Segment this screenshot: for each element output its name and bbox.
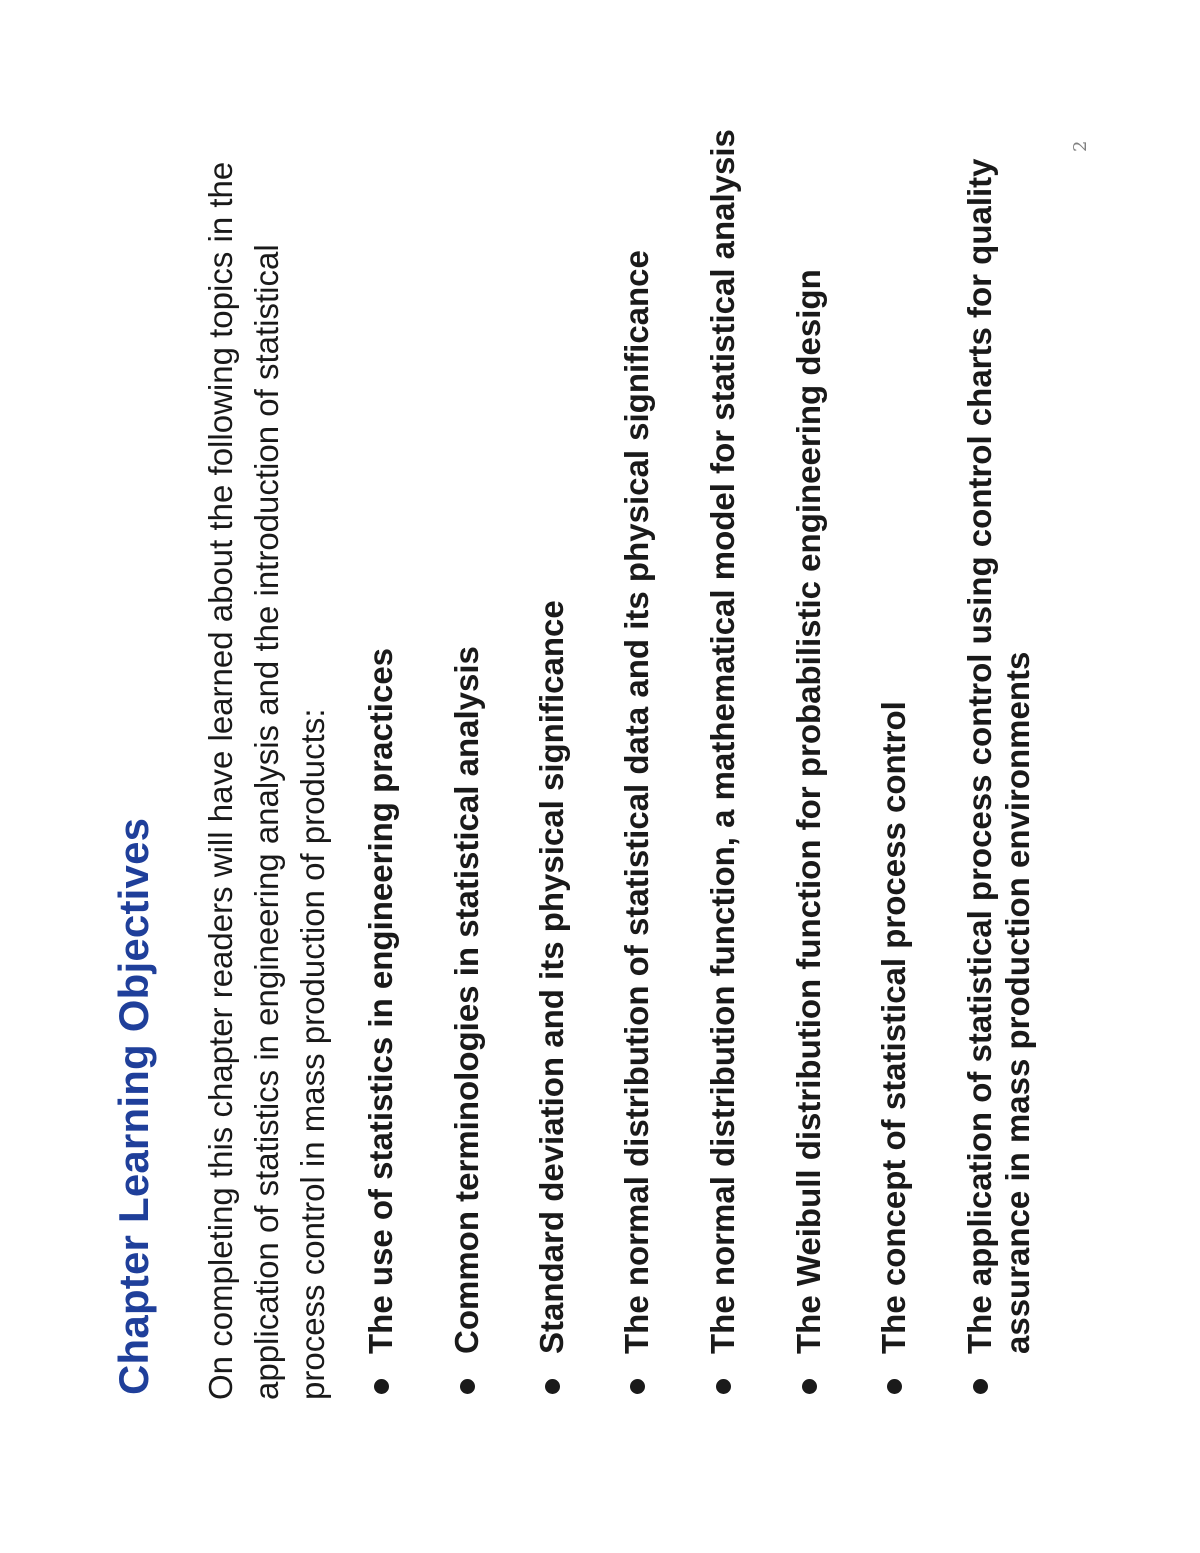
objective-text: Standard deviation and its physical significance: [533, 600, 570, 1354]
slide-title: Chapter Learning Objectives: [110, 817, 157, 1395]
bullet-dot-icon: [374, 1379, 389, 1394]
objective-text: The normal distribution function, a mathematical model for statistical analysis: [704, 129, 741, 1354]
objective-item: [790, 110, 828, 1400]
bullet-dot-icon: [460, 1379, 475, 1394]
bullet-dot-icon: [716, 1379, 731, 1394]
objective-text: The normal distribution of statistical data and its physical significance: [618, 250, 655, 1354]
bullet-dot-icon: [973, 1379, 988, 1394]
objective-text: The use of statistics in engineering practices: [362, 647, 399, 1354]
page-number: 2: [1070, 140, 1091, 152]
intro-paragraph: On completing this chapter readers will have learned about the following topics in the application of statistics in engineering analysis and the introduction of statistical process control in mass production of products:: [202, 161, 331, 1400]
bullet-dot-icon: [802, 1379, 817, 1394]
rotated-slide: [100, 100, 1100, 1400]
objective-item: [533, 110, 571, 1400]
bullet-dot-icon: [887, 1379, 902, 1394]
objective-item: [961, 110, 1037, 1400]
objective-text: The concept of statistical process control: [875, 701, 912, 1354]
objective-text: The Weibull distribution function for probabilistic engineering design: [790, 269, 827, 1354]
objective-text: Common terminologies in statistical analysis: [448, 646, 485, 1354]
bullet-dot-icon: [545, 1379, 560, 1394]
objective-item: [618, 110, 656, 1400]
objective-item: [875, 110, 913, 1400]
objective-text: The application of statistical process control using control charts for quality assurance in mass production environments: [961, 158, 1036, 1354]
bullet-dot-icon: [630, 1379, 645, 1394]
objective-item: [704, 110, 742, 1400]
objective-item: [362, 110, 400, 1400]
objective-item: [448, 110, 486, 1400]
